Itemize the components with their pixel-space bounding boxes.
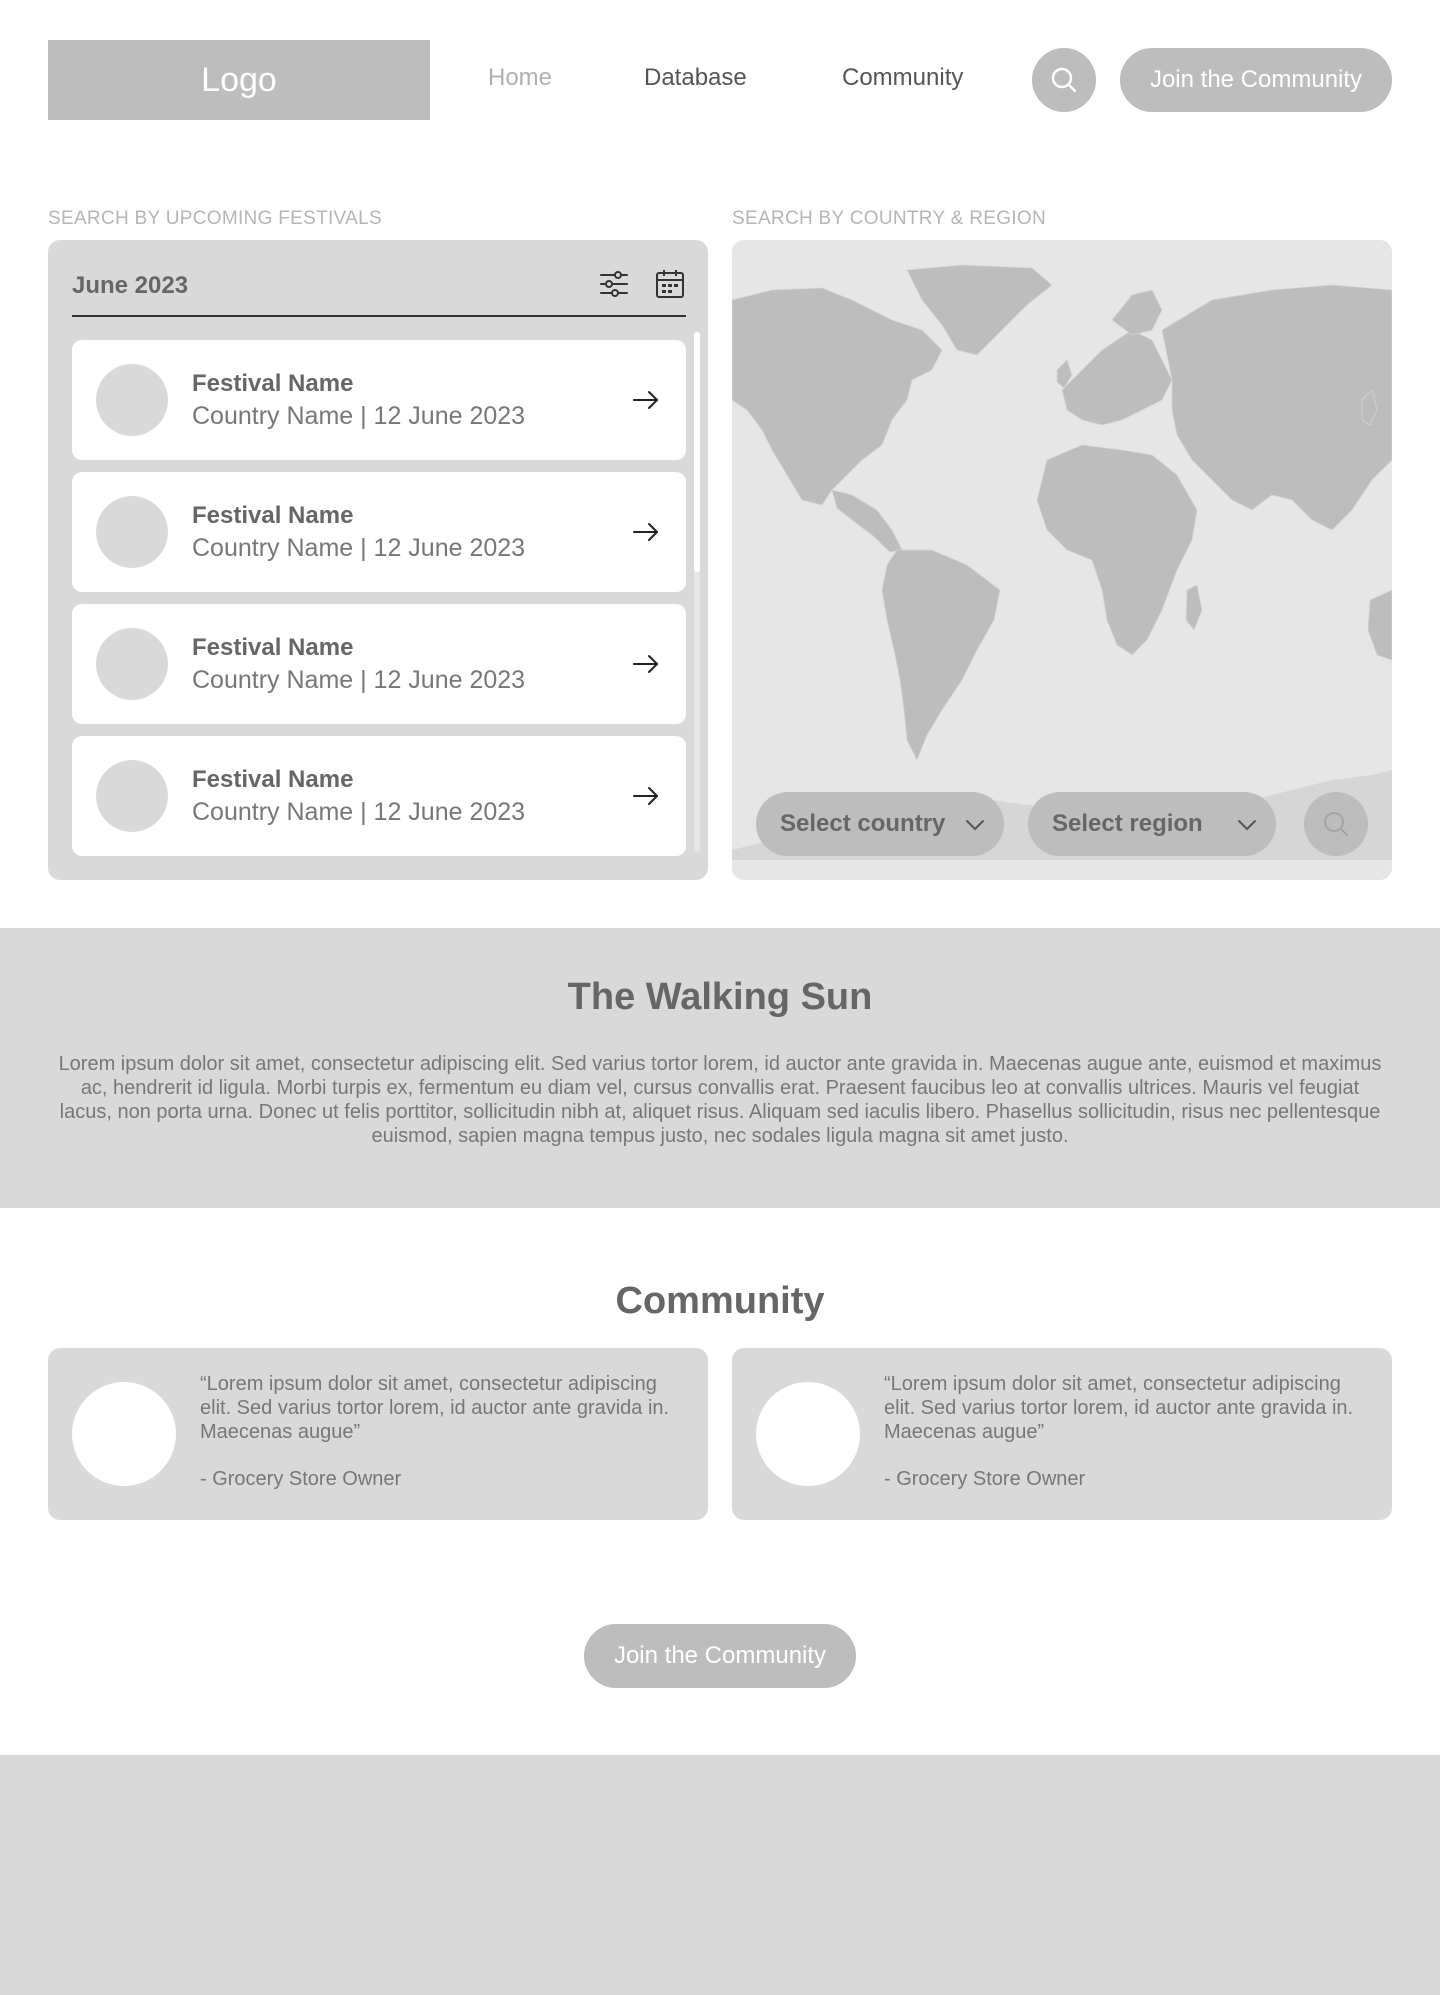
chevron-down-icon bbox=[1236, 814, 1258, 836]
testimonial-card bbox=[732, 1348, 1392, 1520]
month-divider bbox=[72, 315, 686, 317]
scrollbar-thumb[interactable] bbox=[694, 332, 700, 572]
sliders-icon[interactable] bbox=[598, 268, 630, 300]
testimonial-quote: “Lorem ipsum dolor sit amet, consectetur adipiscing elit. Sed varius tortor lorem, id auctor ante gravida in. Maecenas augue” bbox=[200, 1373, 670, 1443]
festival-name: Festival Name bbox=[192, 370, 354, 397]
about-section bbox=[0, 928, 1440, 1208]
festival-card[interactable] bbox=[72, 472, 686, 592]
avatar bbox=[72, 1382, 176, 1486]
about-title: The Walking Sun bbox=[567, 976, 873, 1018]
festival-card[interactable] bbox=[72, 340, 686, 460]
festival-list bbox=[72, 340, 686, 868]
community-title: Community bbox=[615, 1280, 825, 1322]
avatar bbox=[756, 1382, 860, 1486]
calendar-icon[interactable] bbox=[654, 268, 686, 300]
festival-meta: Country Name | 12 June 2023 bbox=[192, 534, 526, 562]
festival-meta: Country Name | 12 June 2023 bbox=[192, 666, 526, 694]
testimonial-author: - Grocery Store Owner bbox=[200, 1468, 402, 1490]
testimonial-quote: “Lorem ipsum dolor sit amet, consectetur adipiscing elit. Sed varius tortor lorem, id auctor ante gravida in. Maecenas augue” bbox=[884, 1373, 1354, 1443]
festival-panel bbox=[48, 240, 708, 880]
festival-card[interactable] bbox=[72, 604, 686, 724]
join-community-button[interactable]: Join the Community bbox=[1120, 48, 1392, 112]
arrow-right-icon[interactable] bbox=[632, 518, 660, 546]
festival-name: Festival Name bbox=[192, 634, 354, 661]
festivals-section-label: SEARCH BY UPCOMING FESTIVALS bbox=[48, 208, 382, 229]
festival-name: Festival Name bbox=[192, 766, 354, 793]
search-icon bbox=[1321, 809, 1351, 839]
arrow-right-icon[interactable] bbox=[632, 782, 660, 810]
region-select[interactable] bbox=[1028, 792, 1276, 856]
festival-name: Festival Name bbox=[192, 502, 354, 529]
logo[interactable]: Logo bbox=[48, 40, 430, 120]
festival-meta: Country Name | 12 June 2023 bbox=[192, 798, 526, 826]
month-label: June 2023 bbox=[72, 272, 189, 299]
testimonial-author: - Grocery Store Owner bbox=[884, 1468, 1086, 1490]
nav-community[interactable]: Community bbox=[842, 64, 964, 91]
festival-meta: Country Name | 12 June 2023 bbox=[192, 402, 526, 430]
world-map[interactable] bbox=[732, 260, 1392, 860]
map-panel bbox=[732, 240, 1392, 880]
festival-image bbox=[96, 760, 168, 832]
join-community-button-bottom[interactable]: Join the Community bbox=[584, 1624, 856, 1688]
arrow-right-icon[interactable] bbox=[632, 386, 660, 414]
chevron-down-icon bbox=[964, 814, 986, 836]
country-select[interactable] bbox=[756, 792, 1004, 856]
festival-image bbox=[96, 364, 168, 436]
festival-image bbox=[96, 628, 168, 700]
header-search-button[interactable] bbox=[1032, 48, 1096, 112]
testimonial-card bbox=[48, 1348, 708, 1520]
map-search-button[interactable] bbox=[1304, 792, 1368, 856]
site-header bbox=[0, 0, 1440, 160]
nav-home[interactable]: Home bbox=[488, 64, 553, 91]
footer bbox=[0, 1755, 1440, 1995]
map-section-label: SEARCH BY COUNTRY & REGION bbox=[732, 208, 1046, 229]
festival-image bbox=[96, 496, 168, 568]
arrow-right-icon[interactable] bbox=[632, 650, 660, 678]
festival-card[interactable] bbox=[72, 736, 686, 856]
country-select-label: Select country bbox=[780, 810, 946, 837]
about-body: Lorem ipsum dolor sit amet, consectetur adipiscing elit. Sed varius tortor lorem, id auctor ante gravida in. Maecenas augue ante, euismod et maximus ac, hendrerit id ligula. Morbi turpis ex, fermentum eu diam vel, cursus convallis erat. Praesent faucibus leo at convallis ultrices. Mauris vel feugiat lacus, non porta urna. Donec ut felis porttitor, sollicitudin nibh at, aliquet risus. Aliquam sed iaculis libero. Phasellus sollicitudin, risus nec pellentesque euismod, sapien magna tempus justo, nec sodales ligula magna sit amet justo. bbox=[58, 1053, 1382, 1147]
nav-database[interactable]: Database bbox=[644, 64, 747, 91]
region-select-label: Select region bbox=[1052, 810, 1203, 837]
search-icon bbox=[1049, 65, 1079, 95]
